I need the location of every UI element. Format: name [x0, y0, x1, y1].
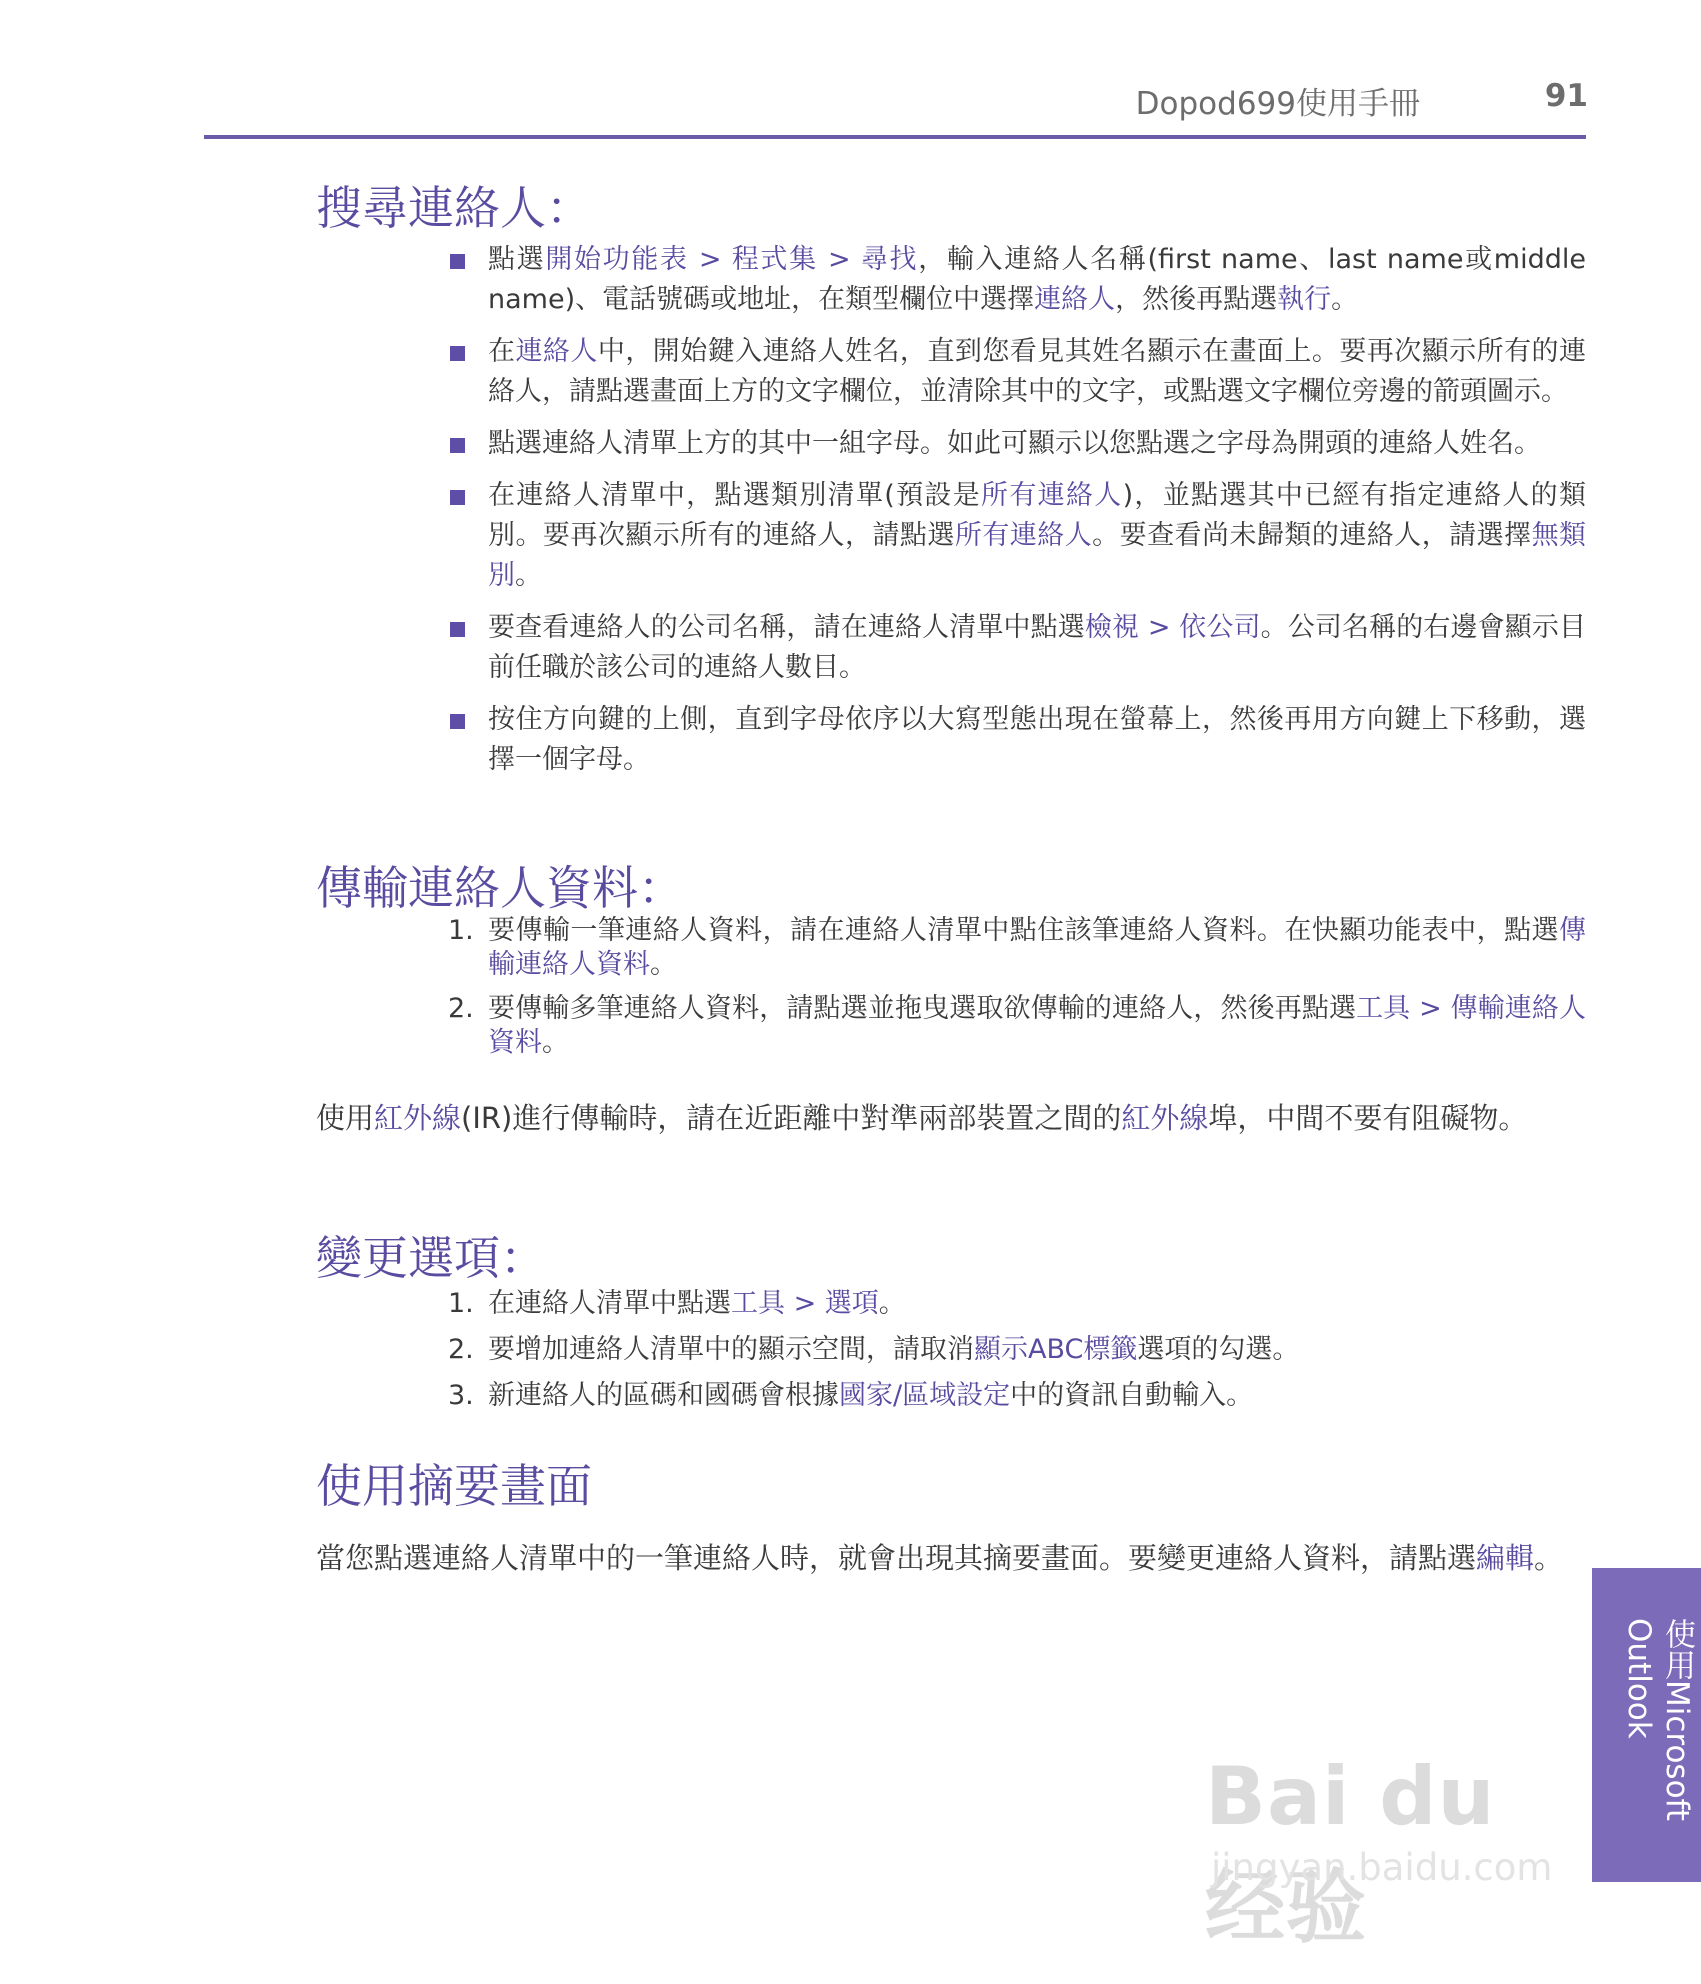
- highlighted-term: 紅外線: [374, 1101, 462, 1135]
- step-number: 1.: [448, 1288, 474, 1319]
- step-text: [488, 1380, 1253, 1411]
- highlighted-term: 工具 > 傳輸連絡人資料: [488, 993, 1587, 1058]
- text-run: 在: [488, 336, 516, 367]
- list-item: [448, 332, 1586, 412]
- beam-steps-list: [448, 914, 1586, 1060]
- highlighted-term: 無類別: [488, 520, 1587, 591]
- text-run: 要查看連絡人的公司名稱，請在連絡人清單中點選: [488, 612, 1085, 643]
- text-run: 新連絡人的區碼和國碼會根據: [488, 1380, 839, 1411]
- bullet-text: [488, 704, 1586, 775]
- list-item: [448, 240, 1586, 320]
- bullet-text: [488, 612, 1586, 683]
- highlighted-term: 工具 > 選項: [731, 1288, 879, 1319]
- highlighted-term: 所有連絡人: [954, 520, 1093, 551]
- highlighted-term: 開始功能表 > 程式集 > 尋找: [545, 244, 919, 275]
- watermark-logo: Bai du 经验: [1205, 1750, 1496, 1954]
- text-run: (IR)進行傳輸時，請在近距離中對準兩部裝置之間的: [461, 1101, 1122, 1135]
- text-run: 。: [1534, 1541, 1564, 1575]
- list-item: [448, 1376, 1586, 1416]
- highlighted-term: 檢視 > 依公司: [1084, 612, 1261, 643]
- bullet-square-icon: [450, 714, 465, 729]
- manual-title: Dopod699使用手冊: [1135, 86, 1420, 122]
- step-number: 1.: [448, 915, 474, 946]
- highlighted-term: 國家/區域設定: [839, 1380, 1011, 1411]
- highlighted-term: 顯示ABC標籤: [974, 1334, 1138, 1365]
- infrared-note: [316, 1098, 1586, 1138]
- text-run: 點選: [488, 244, 546, 275]
- text-run: )，並點選其中已經有指定連絡人的類別。要再次顯示所有的連絡人，請點選: [488, 480, 1586, 551]
- text-run: 點選連絡人清單上方的其中一組字母。如此可顯示以您點選之字母為開頭的連絡人姓名。: [488, 428, 1541, 459]
- text-run: 在連絡人清單中，點選類別清單(預設是: [488, 480, 982, 511]
- bullet-square-icon: [450, 254, 465, 269]
- highlighted-term: 連絡人: [1034, 284, 1116, 315]
- header-divider: [204, 135, 1586, 139]
- highlighted-term: 執行: [1277, 284, 1332, 315]
- text-run: 當您點選連絡人清單中的一筆連絡人時，就會出現其摘要畫面。要變更連絡人資料，請點選: [316, 1541, 1477, 1575]
- bullet-text: [488, 428, 1541, 459]
- list-item: [448, 424, 1586, 464]
- step-number: 3.: [448, 1380, 474, 1411]
- highlighted-term: 紅外線: [1121, 1101, 1209, 1135]
- list-item: [448, 700, 1586, 780]
- highlighted-term: 連絡人: [515, 336, 598, 367]
- text-run: 中的資訊自動輸入。: [1010, 1380, 1254, 1411]
- text-run: 。: [515, 560, 542, 591]
- bullet-square-icon: [450, 438, 465, 453]
- text-run: 使用: [316, 1101, 375, 1135]
- step-text: [488, 915, 1586, 980]
- list-item: [448, 608, 1586, 688]
- text-run: 。: [878, 1288, 906, 1319]
- heading-change-options: 變更選項：: [316, 1231, 546, 1285]
- heading-search-contacts: 搜尋連絡人：: [316, 181, 592, 235]
- baidu-watermark: [1205, 1728, 1600, 1954]
- list-item: [448, 1284, 1586, 1324]
- bullet-text: [488, 336, 1586, 407]
- bullet-text: [488, 480, 1586, 591]
- step-number: 2.: [448, 993, 474, 1024]
- watermark-url: jingyan.baidu.com: [1211, 1846, 1553, 1889]
- list-item: [448, 992, 1586, 1060]
- text-run: 要傳輸一筆連絡人資料，請在連絡人清單中點住該筆連絡人資料。在快顯功能表中，點選: [488, 915, 1559, 946]
- text-run: 。: [1331, 284, 1359, 315]
- text-run: 。要查看尚未歸類的連絡人，請選擇: [1092, 520, 1532, 551]
- options-steps-list: [448, 1284, 1586, 1416]
- search-bullet-list: [448, 240, 1586, 780]
- bullet-square-icon: [450, 346, 465, 361]
- list-item: [448, 914, 1586, 982]
- step-text: [488, 1288, 906, 1319]
- text-run: 要增加連絡人清單中的顯示空間，請取消: [488, 1334, 974, 1365]
- text-run: 。: [542, 1027, 569, 1058]
- chapter-tab-label: 使用Microsoft Outlook: [1621, 1618, 1695, 1822]
- text-run: 按住方向鍵的上側，直到字母依序以大寫型態出現在螢幕上，然後再用方向鍵上下移動，選擇一個字母。: [488, 704, 1586, 775]
- text-run: 選項的勾選。: [1137, 1334, 1300, 1365]
- text-run: 埠，中間不要有阻礙物。: [1208, 1101, 1528, 1135]
- bullet-square-icon: [450, 622, 465, 637]
- highlighted-term: 傳輸連絡人資料: [488, 915, 1586, 980]
- highlighted-term: 編輯: [1476, 1541, 1535, 1575]
- heading-summary-screen: 使用摘要畫面: [316, 1459, 592, 1513]
- text-run: 要傳輸多筆連絡人資料，請點選並拖曳選取欲傳輸的連絡人，然後再點選: [488, 993, 1357, 1024]
- step-number: 2.: [448, 1334, 474, 1365]
- highlighted-term: 所有連絡人: [981, 480, 1123, 511]
- text-run: 。: [650, 949, 677, 980]
- summary-paragraph: [316, 1538, 1586, 1578]
- text-run: 中，開始鍵入連絡人姓名，直到您看見其姓名顯示在畫面上。要再次顯示所有的連絡人，請點選畫面上方的文字欄位，並清除其中的文字，或點選文字欄位旁邊的箭頭圖示。: [488, 336, 1587, 407]
- bullet-text: [488, 244, 1586, 315]
- text-run: 。公司名稱的右邊會顯示目前任職於該公司的連絡人數目。: [488, 612, 1587, 683]
- bullet-square-icon: [450, 490, 465, 505]
- text-run: 在連絡人清單中點選: [488, 1288, 731, 1319]
- step-text: [488, 1334, 1299, 1365]
- list-item: [448, 476, 1586, 596]
- list-item: [448, 1330, 1586, 1370]
- page-number: 91: [1544, 78, 1588, 114]
- heading-beam-contacts: 傳輸連絡人資料：: [316, 861, 684, 915]
- text-run: ，輸入連絡人名稱(first name、last name或middle name)、電話號碼或地址，在類型欄位中選擇: [488, 244, 1586, 315]
- step-text: [488, 993, 1586, 1058]
- text-run: ，然後再點選: [1115, 284, 1278, 315]
